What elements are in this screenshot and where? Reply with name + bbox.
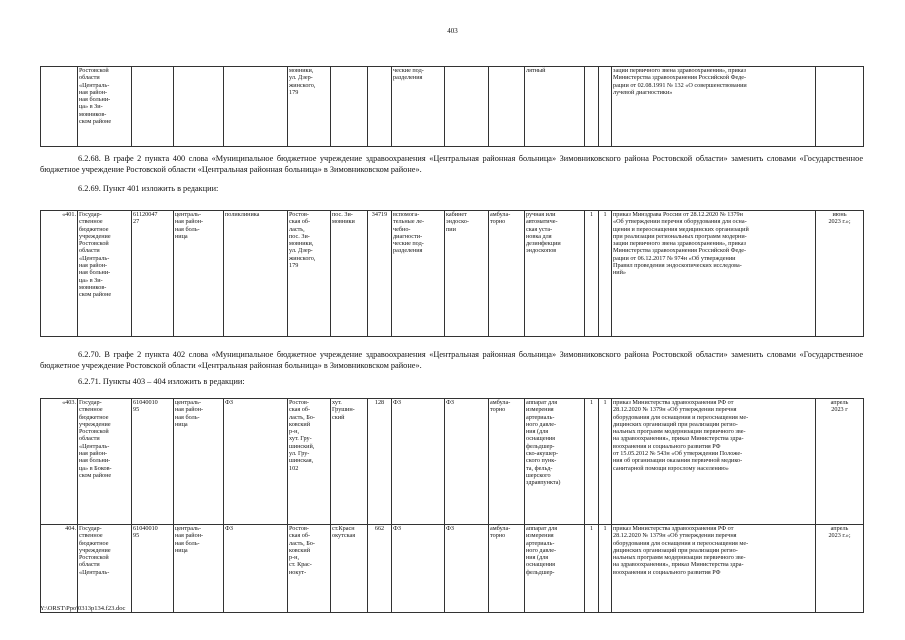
table-items-403-404	[40, 398, 864, 613]
table-cell: 34719	[368, 211, 392, 337]
table-continuation-400	[40, 66, 864, 147]
table-cell	[41, 67, 78, 147]
table-row	[41, 399, 864, 525]
table-cell	[174, 67, 224, 147]
table-cell: 1	[585, 399, 599, 525]
table-cell: 1	[599, 525, 612, 613]
table-cell: 1	[599, 399, 612, 525]
table-cell	[445, 67, 489, 147]
table-cell: амбула- торно	[489, 211, 525, 337]
table-cell: 61040010 95	[132, 525, 174, 613]
table-cell: ФЗ	[445, 525, 489, 613]
table-cell: 662	[368, 525, 392, 613]
table-row	[41, 211, 864, 337]
table-cell: ФЗ	[445, 399, 489, 525]
table-cell	[599, 67, 612, 147]
table-cell: централь- ная район- ная боль- ница	[174, 211, 224, 337]
table-cell: централь- ная район- ная боль- ница	[174, 525, 224, 613]
paragraph-6-2-70: 6.2.70. В графе 2 пункта 402 слова «Муниципальное бюджетное учреждение здравоохранения «Центральная районная больница» Зимовниковского района Ростовской области» заменить словами «Государственное бюджетное учреждение Ростовской области «Центральная районная больница» в Зимовниковском районе».	[40, 350, 863, 370]
footer-file-path: Y:\ORST\Ppo\0313p134.f23.doc	[40, 605, 126, 612]
table-cell	[816, 67, 864, 147]
table-cell: ческие под- разделения	[392, 67, 445, 147]
table-cell: мовники, ул. Дзер- жинского, 179	[288, 67, 331, 147]
table-cell: «403.	[41, 399, 78, 525]
table-cell: Ростовской области «Централь- ная район- ная больни- ца» в Зи- мовников- ском районе	[78, 67, 132, 147]
table-cell: Государ- ственное бюджетное учреждение Ростовской области «Централь-	[78, 525, 132, 613]
table-cell: зации первичного звена здравоохранения», приказ Министерства здравоохранения Российской Феде- рации от 02.08.1991 № 132 «О совершенствовании лучевой диагностики»	[612, 67, 816, 147]
table-cell: 1	[599, 211, 612, 337]
table-cell: апрель 2023 г	[816, 399, 864, 525]
table-cell: пос. Зи- мовники	[331, 211, 368, 337]
table-row	[41, 525, 864, 613]
table-cell: приказ Министерства здравоохранения РФ от 28.12.2020 № 1379н «Об утверждении перечня оборудования для оснащения и переоснащения ме- дицинских организаций при реализации регио- нальных программ модернизации первичного зве- на здравоохранения», приказ Министерства здра- воохранения и социального развития РФ	[612, 525, 816, 613]
table-cell: вспомога- тельные ле- чебно- диагности- ческие под- разделения	[392, 211, 445, 337]
table-cell: Ростов- ская об- ласть, пос. Зи- мовники, ул. Дзер- жинского, 179	[288, 211, 331, 337]
table-cell	[489, 67, 525, 147]
table-cell: 1	[585, 211, 599, 337]
table-cell: аппарат для измерения артериаль- ного давле- ния (для оснащения фельдшер-	[525, 525, 585, 613]
table-row	[41, 67, 864, 147]
table-cell	[331, 67, 368, 147]
table-cell: централь- ная район- ная боль- ница	[174, 399, 224, 525]
table-cell: 61040010 95	[132, 399, 174, 525]
table-cell: ФЗ	[392, 525, 445, 613]
table-cell: Ростов- ская об- ласть, Бо- ковский р-н, ст. Крас- нокут-	[288, 525, 331, 613]
table-cell: Ростов- ская об- ласть, Бо- ковский р-н, хут. Гру- шинский, ул. Гру- шинская, 102	[288, 399, 331, 525]
table-cell	[368, 67, 392, 147]
table-cell: июнь 2023 г.»;	[816, 211, 864, 337]
table-cell: «401.	[41, 211, 78, 337]
table-cell: хут. Грушин- ский	[331, 399, 368, 525]
table-cell: ФЗ	[392, 399, 445, 525]
table-cell: 404.	[41, 525, 78, 613]
table-cell: амбула- торно	[489, 399, 525, 525]
paragraph-6-2-68: 6.2.68. В графе 2 пункта 400 слова «Муниципальное бюджетное учреждение здравоохранения «Центральная районная больница» Зимовниковского района Ростовской области» заменить словами «Государственное бюджетное учреждение Ростовской области «Центральная районная больница» в Зимовниковском районе».	[40, 154, 863, 174]
table-cell	[224, 67, 288, 147]
paragraph-6-2-71: 6.2.71. Пункты 403 – 404 изложить в редакции:	[78, 377, 245, 386]
table-item-401	[40, 210, 864, 337]
table-cell: приказ Министерства здравоохранения РФ от 28.12.2020 № 1379н «Об утверждении перечня оборудования для оснащения и переоснащения ме- дицинских организаций при реализации регио- нальных программ модернизации первичного зве- на здравоохранения», приказ Министерства здра- воохранения и социального развития РФ от 15.05.2012 № 543н «Об утверждении Положе- ния об организации оказания первичной медико- санитарной помощи взрослому населению»	[612, 399, 816, 525]
table-cell: ФЗ	[224, 399, 288, 525]
table-cell: приказ Минздрава России от 28.12.2020 № 1379н «Об утверждении перечня оборудования для осна- щения и переоснащения медицинских организаций при реализации региональных программ модерни- зации первичного звена здравоохранения», приказ Министерства здравоохранения Российской Феде- рации от 06.12.2017 № 974н «Об утверждении Правил проведения эндоскопических исследова- ний»	[612, 211, 816, 337]
table-cell: лятный	[525, 67, 585, 147]
table-cell: ФЗ	[224, 525, 288, 613]
table-cell	[585, 67, 599, 147]
table-cell: 61120047 27	[132, 211, 174, 337]
table-cell: Государ- ственное бюджетное учреждение Ростовской области «Централь- ная район- ная больни- ца» в Зи- мовников- ском районе	[78, 211, 132, 337]
table-cell: ручная или автоматиче- ская уста- новка для дезинфекции эндоскопов	[525, 211, 585, 337]
table-cell: 1	[585, 525, 599, 613]
table-cell: 128	[368, 399, 392, 525]
table-cell: апрель 2023 г.»;	[816, 525, 864, 613]
table-cell	[132, 67, 174, 147]
table-cell: ст.Красн окутская	[331, 525, 368, 613]
table-cell: аппарат для измерения артериаль- ного давле- ния (для оснащения фельдшер- ско-акушер- ского пунк- та, фельд- шерского здравпункта)	[525, 399, 585, 525]
paragraph-6-2-69: 6.2.69. Пункт 401 изложить в редакции:	[78, 184, 219, 193]
table-cell: Государ- ственное бюджетное учреждение Ростовской области «Централь- ная район- ная больни- ца» в Боков- ском районе	[78, 399, 132, 525]
table-cell: амбула- торно	[489, 525, 525, 613]
page-number: 403	[447, 27, 458, 35]
table-cell: поликлиника	[224, 211, 288, 337]
table-cell: кабинет эндоско- пии	[445, 211, 489, 337]
